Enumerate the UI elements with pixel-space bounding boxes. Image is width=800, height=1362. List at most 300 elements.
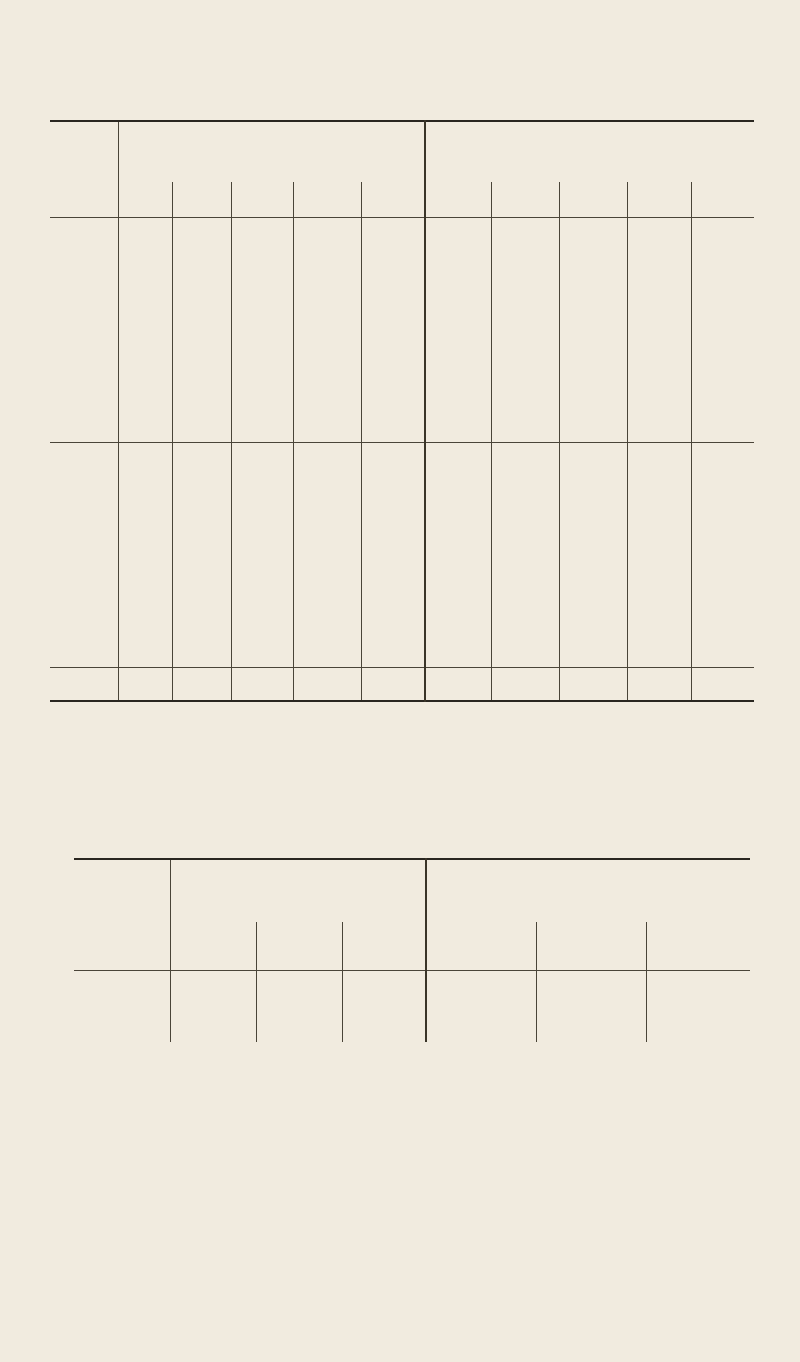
table-row	[50, 610, 754, 624]
value-cell	[425, 412, 491, 443]
value-cell	[172, 275, 231, 289]
value-cell	[172, 637, 231, 668]
value-cell	[425, 357, 491, 371]
table-row	[74, 986, 750, 1000]
value-cell	[361, 555, 425, 569]
value-cell	[426, 1000, 536, 1014]
value-cell	[627, 275, 691, 289]
age-label	[50, 610, 118, 624]
value-cell	[231, 500, 293, 514]
value-cell	[559, 500, 627, 514]
table-row	[50, 486, 754, 500]
value-cell	[342, 1014, 426, 1028]
value-cell	[293, 330, 361, 344]
value-cell	[172, 242, 231, 256]
value-cell	[425, 261, 491, 275]
years-unit-label	[627, 442, 691, 466]
table-row	[50, 275, 754, 289]
table-row	[50, 637, 754, 668]
value-cell	[627, 568, 691, 582]
value-cell	[491, 500, 559, 514]
years-unit-label	[559, 218, 627, 242]
value-cell	[293, 637, 361, 668]
value-cell	[361, 242, 425, 256]
value-cell	[118, 242, 172, 256]
age-label	[50, 344, 118, 358]
value-cell	[361, 357, 425, 371]
value-cell	[627, 302, 691, 316]
value-cell	[491, 596, 559, 610]
value-cell	[293, 568, 361, 582]
value-cell	[691, 467, 754, 481]
t5-col-header	[559, 182, 627, 218]
value-cell	[691, 486, 754, 500]
value-cell	[491, 385, 559, 399]
t5-col-header	[691, 182, 754, 218]
value-cell	[425, 582, 491, 596]
value-cell	[361, 596, 425, 610]
value-cell	[293, 242, 361, 256]
value-cell	[627, 582, 691, 596]
value-cell	[361, 527, 425, 541]
empty-cell	[172, 218, 231, 242]
value-cell	[691, 623, 754, 637]
value-cell	[118, 541, 172, 555]
value-cell	[256, 1000, 342, 1014]
lives-group-header	[118, 121, 425, 182]
age-label	[50, 500, 118, 514]
value-cell	[118, 344, 172, 358]
empty-cell	[172, 442, 231, 466]
table-row	[50, 398, 754, 412]
table-row	[50, 541, 754, 555]
value-cell	[691, 357, 754, 371]
value-cell	[691, 316, 754, 330]
value-cell	[691, 385, 754, 399]
t6-col-header	[536, 922, 646, 971]
table-row	[50, 371, 754, 385]
value-cell	[231, 344, 293, 358]
t5-col-header	[627, 182, 691, 218]
age-label	[50, 637, 118, 668]
t6-col-header	[256, 922, 342, 971]
value-cell	[691, 514, 754, 528]
value-cell	[172, 302, 231, 316]
value-cell	[256, 986, 342, 1000]
value-cell	[691, 289, 754, 303]
value-cell	[172, 541, 231, 555]
age-label	[50, 486, 118, 500]
value-cell	[172, 555, 231, 569]
value-cell	[361, 330, 425, 344]
value-cell	[293, 302, 361, 316]
value-cell	[361, 500, 425, 514]
years-unit-label	[691, 442, 754, 466]
value-cell	[691, 541, 754, 555]
value-cell	[491, 302, 559, 316]
value-cell	[491, 275, 559, 289]
value-cell	[361, 385, 425, 399]
age-label	[50, 541, 118, 555]
value-cell	[491, 486, 559, 500]
value-cell	[293, 398, 361, 412]
value-cell	[361, 289, 425, 303]
value-cell	[172, 398, 231, 412]
value-cell	[425, 316, 491, 330]
value-cell	[293, 500, 361, 514]
table-row	[50, 467, 754, 481]
table-row	[50, 514, 754, 528]
table-row	[50, 527, 754, 541]
value-cell	[170, 1014, 256, 1028]
empty-cell	[361, 218, 425, 242]
value-cell	[231, 242, 293, 256]
value-cell	[118, 371, 172, 385]
value-cell	[231, 275, 293, 289]
value-cell	[491, 398, 559, 412]
value-cell	[491, 527, 559, 541]
value-cell	[691, 275, 754, 289]
age-label	[50, 467, 118, 481]
value-cell	[231, 316, 293, 330]
table-row	[50, 555, 754, 569]
value-cell	[342, 986, 426, 1000]
value-cell	[172, 527, 231, 541]
age-label	[50, 275, 118, 289]
empty-cell	[342, 971, 426, 987]
value-cell	[118, 398, 172, 412]
value-cell	[293, 674, 361, 701]
value-cell	[361, 541, 425, 555]
capital-group-header	[425, 121, 754, 182]
value-cell	[172, 596, 231, 610]
value-cell	[118, 582, 172, 596]
value-cell	[627, 398, 691, 412]
value-cell	[293, 596, 361, 610]
value-cell	[231, 398, 293, 412]
value-cell	[691, 596, 754, 610]
age-label	[50, 568, 118, 582]
value-cell	[559, 412, 627, 443]
value-cell	[118, 357, 172, 371]
years-unit-label	[536, 971, 646, 987]
value-cell	[627, 330, 691, 344]
empty-cell	[170, 971, 256, 987]
value-cell	[361, 637, 425, 668]
age-label	[50, 623, 118, 637]
value-cell	[361, 412, 425, 443]
value-cell	[361, 674, 425, 701]
table-row	[50, 289, 754, 303]
males-label	[50, 218, 118, 242]
value-cell	[118, 637, 172, 668]
females-label	[50, 442, 118, 466]
value-cell	[426, 986, 536, 1000]
value-cell	[425, 527, 491, 541]
value-cell	[231, 541, 293, 555]
value-cell	[559, 344, 627, 358]
value-cell	[559, 582, 627, 596]
table-row	[50, 330, 754, 344]
value-cell	[256, 1028, 342, 1042]
value-cell	[118, 289, 172, 303]
value-cell	[118, 330, 172, 344]
value-cell	[172, 610, 231, 624]
value-cell	[231, 302, 293, 316]
value-cell	[559, 289, 627, 303]
table-row	[74, 1000, 750, 1014]
value-cell	[118, 555, 172, 569]
value-cell	[425, 242, 491, 256]
table-row	[50, 385, 754, 399]
table-row	[50, 261, 754, 275]
age-label	[50, 514, 118, 528]
value-cell	[361, 316, 425, 330]
value-cell	[172, 261, 231, 275]
value-cell	[559, 596, 627, 610]
age-label	[50, 582, 118, 596]
value-cell	[118, 302, 172, 316]
value-cell	[491, 623, 559, 637]
value-cell	[172, 371, 231, 385]
value-cell	[293, 514, 361, 528]
value-cell	[172, 467, 231, 481]
value-cell	[170, 1028, 256, 1042]
empty-cell	[361, 442, 425, 466]
value-cell	[627, 385, 691, 399]
value-cell	[293, 555, 361, 569]
value-cell	[559, 555, 627, 569]
value-cell	[172, 582, 231, 596]
value-cell	[691, 330, 754, 344]
value-cell	[691, 582, 754, 596]
value-cell	[536, 986, 646, 1000]
value-cell	[425, 385, 491, 399]
value-cell	[118, 385, 172, 399]
age-label	[50, 357, 118, 371]
value-cell	[559, 541, 627, 555]
value-cell	[691, 674, 754, 701]
table-row	[50, 623, 754, 637]
value-cell	[293, 289, 361, 303]
value-cell	[627, 527, 691, 541]
value-cell	[559, 330, 627, 344]
value-cell	[559, 398, 627, 412]
value-cell	[627, 674, 691, 701]
value-cell	[231, 261, 293, 275]
t6-col-header	[426, 922, 536, 971]
value-cell	[491, 610, 559, 624]
t5-col-header	[425, 182, 491, 218]
value-cell	[118, 610, 172, 624]
age-label	[50, 596, 118, 610]
age-label	[50, 385, 118, 399]
t5-col-header	[361, 182, 425, 218]
empty-cell	[231, 442, 293, 466]
value-cell	[646, 986, 750, 1000]
value-cell	[361, 623, 425, 637]
value-cell	[627, 371, 691, 385]
value-cell	[559, 371, 627, 385]
value-cell	[361, 302, 425, 316]
value-cell	[426, 1014, 536, 1028]
value-cell	[559, 467, 627, 481]
value-cell	[293, 412, 361, 443]
value-cell	[691, 610, 754, 624]
value-cell	[231, 467, 293, 481]
value-cell	[118, 261, 172, 275]
value-cell	[627, 289, 691, 303]
value-cell	[627, 541, 691, 555]
table-row	[50, 568, 754, 582]
value-cell	[491, 514, 559, 528]
value-cell	[491, 674, 559, 701]
years-unit-label	[491, 218, 559, 242]
value-cell	[627, 610, 691, 624]
years-unit-label	[691, 218, 754, 242]
value-cell	[361, 261, 425, 275]
value-cell	[646, 1028, 750, 1042]
value-cell	[425, 555, 491, 569]
table-row	[50, 316, 754, 330]
value-cell	[118, 674, 172, 701]
value-cell	[231, 514, 293, 528]
value-cell	[170, 1000, 256, 1014]
value-cell	[425, 371, 491, 385]
value-cell	[491, 357, 559, 371]
value-cell	[361, 467, 425, 481]
value-cell	[559, 514, 627, 528]
value-cell	[293, 582, 361, 596]
value-cell	[691, 344, 754, 358]
t6-col-header	[646, 922, 750, 971]
value-cell	[172, 344, 231, 358]
value-cell	[491, 541, 559, 555]
value-cell	[559, 385, 627, 399]
value-cell	[559, 275, 627, 289]
value-cell	[231, 568, 293, 582]
value-cell	[361, 568, 425, 582]
t6-capital-group-header	[426, 859, 750, 922]
empty-cell	[74, 971, 170, 987]
empty-cell	[231, 218, 293, 242]
value-cell	[342, 1028, 426, 1042]
period-header	[74, 859, 170, 971]
value-cell	[627, 357, 691, 371]
value-cell	[231, 582, 293, 596]
value-cell	[559, 242, 627, 256]
value-cell	[118, 467, 172, 481]
value-cell	[231, 357, 293, 371]
value-cell	[293, 261, 361, 275]
value-cell	[172, 674, 231, 701]
value-cell	[425, 514, 491, 528]
years-unit-label	[425, 218, 491, 242]
value-cell	[118, 275, 172, 289]
value-cell	[361, 610, 425, 624]
t6-col-header	[170, 922, 256, 971]
value-cell	[118, 412, 172, 443]
value-cell	[293, 371, 361, 385]
table-row	[50, 412, 754, 443]
table-row	[50, 674, 754, 701]
t6-col-header	[342, 922, 426, 971]
value-cell	[559, 302, 627, 316]
t5-col-header	[231, 182, 293, 218]
table-row	[50, 302, 754, 316]
table-row	[50, 357, 754, 371]
value-cell	[627, 316, 691, 330]
value-cell	[425, 467, 491, 481]
age-label	[50, 261, 118, 275]
years-unit-label	[426, 971, 536, 987]
value-cell	[361, 275, 425, 289]
value-cell	[293, 623, 361, 637]
value-cell	[691, 412, 754, 443]
value-cell	[293, 467, 361, 481]
value-cell	[425, 541, 491, 555]
value-cell	[536, 1014, 646, 1028]
value-cell	[559, 568, 627, 582]
value-cell	[691, 398, 754, 412]
empty-cell	[118, 442, 172, 466]
table-row	[74, 1014, 750, 1028]
value-cell	[691, 637, 754, 668]
value-cell	[559, 610, 627, 624]
value-cell	[118, 623, 172, 637]
value-cell	[293, 316, 361, 330]
value-cell	[361, 582, 425, 596]
value-cell	[627, 486, 691, 500]
value-cell	[172, 330, 231, 344]
value-cell	[118, 486, 172, 500]
value-cell	[559, 623, 627, 637]
t5-col-header	[293, 182, 361, 218]
value-cell	[491, 261, 559, 275]
value-cell	[627, 467, 691, 481]
value-cell	[361, 486, 425, 500]
t6-lives-group-header	[170, 859, 426, 922]
value-cell	[559, 674, 627, 701]
value-cell	[425, 596, 491, 610]
empty-cell	[256, 971, 342, 987]
value-cell	[627, 412, 691, 443]
value-cell	[231, 385, 293, 399]
value-cell	[425, 568, 491, 582]
empty-cell	[118, 218, 172, 242]
value-cell	[293, 385, 361, 399]
value-cell	[172, 412, 231, 443]
value-cell	[426, 1028, 536, 1042]
years-unit-label	[425, 442, 491, 466]
period-label	[74, 1014, 170, 1028]
value-cell	[491, 344, 559, 358]
value-cell	[691, 302, 754, 316]
value-cell	[425, 610, 491, 624]
age-label	[50, 316, 118, 330]
value-cell	[172, 385, 231, 399]
period-label	[74, 1028, 170, 1042]
table5	[50, 120, 754, 702]
value-cell	[425, 289, 491, 303]
value-cell	[293, 486, 361, 500]
t5-col-header	[491, 182, 559, 218]
value-cell	[172, 623, 231, 637]
value-cell	[293, 541, 361, 555]
period-label	[74, 1000, 170, 1014]
value-cell	[425, 637, 491, 668]
value-cell	[491, 316, 559, 330]
